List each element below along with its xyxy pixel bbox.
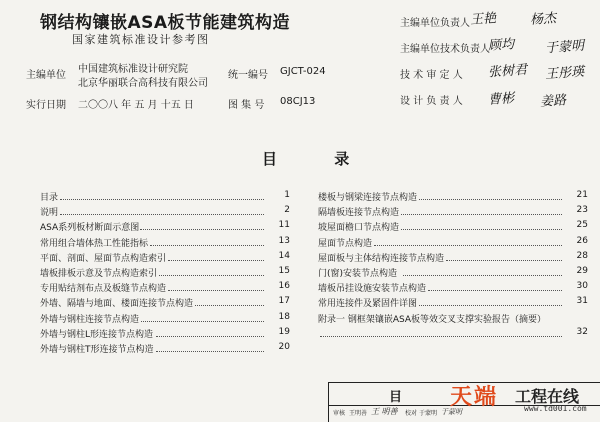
toc-entry (318, 281, 588, 294)
toc-leader-dots (156, 327, 265, 337)
chief-unit-label: 主编单位 (26, 70, 66, 81)
toc-leader-dots (419, 296, 562, 306)
toc-entry-page: 13 (278, 235, 290, 246)
toc-leader-dots (428, 281, 562, 291)
signature: 杨杰 (529, 11, 557, 28)
footer-cell: 于蒙明 (419, 410, 438, 417)
toc-entry (318, 296, 588, 309)
toc-entry-page: 28 (576, 250, 588, 261)
footer-signature: 王 明善 (371, 407, 398, 416)
toc-entry-label: 常用连接件及紧固件详图 (318, 299, 418, 310)
toc-entry (40, 327, 290, 340)
role-tech-reviewer: 技 术 审 定 人 (400, 70, 463, 81)
toc-entry-label: 坡屋面檐口节点构造 (318, 223, 400, 234)
toc-entry-page: 16 (278, 281, 290, 292)
toc-leader-dots (159, 266, 264, 276)
toc-entry-page: 20 (278, 342, 290, 352)
toc-entry-page: 21 (576, 190, 588, 200)
toc-entry-page: 32 (576, 326, 588, 337)
toc-entry-page: 31 (576, 296, 588, 307)
toc-leader-dots (195, 296, 264, 306)
toc-leader-dots (320, 327, 562, 337)
chief-unit-line1: 中国建筑标准设计研究院 (78, 64, 188, 75)
watermark-url: www.td001.com (524, 404, 587, 413)
toc-entry-page: 19 (278, 326, 290, 337)
toc-entry-page: 1 (284, 190, 290, 200)
toc-leader-dots (419, 190, 562, 200)
serial-label: 统一编号 (228, 70, 268, 81)
toc-entry-label: 专用贴结剂布点及板缝节点构造 (40, 284, 167, 295)
serial-value: GJCT-024 (280, 66, 326, 77)
watermark-logo-text: 天端 (450, 385, 499, 410)
watermark (430, 378, 600, 418)
toc-entry-label: 屋面节点构造 (318, 238, 373, 249)
document-subtitle: 国家建筑标准设计参考图 (72, 33, 210, 46)
toc-entry (318, 190, 588, 203)
toc-entry-label: 墙板排板示意及节点构造索引 (40, 269, 158, 279)
toc-entry (40, 281, 290, 294)
toc-entry (318, 220, 588, 233)
title-block-heading: 目 (389, 390, 403, 405)
toc-entry-page: 15 (278, 266, 290, 276)
toc-leader-dots (374, 236, 562, 246)
toc-entry (40, 266, 290, 279)
chief-unit-line2: 北京华丽联合高科技有限公司 (78, 78, 208, 89)
signature: 王艳 (469, 11, 497, 28)
toc-entry (40, 251, 290, 264)
toc-entry (40, 296, 290, 309)
toc-entry-page: 17 (278, 296, 290, 307)
role-design-responsible: 设 计 负 责 人 (400, 96, 463, 107)
toc-entry (40, 342, 290, 355)
toc-leader-dots (446, 251, 562, 261)
toc-leader-dots (60, 205, 264, 215)
role-chief-responsible: 主编单位负责人 (400, 18, 470, 29)
toc-entry-label: 外墙与钢柱连接节点构造 (40, 314, 140, 325)
toc-entry (40, 236, 290, 249)
toc-leader-dots (401, 205, 562, 215)
toc-entry (40, 312, 290, 325)
toc-entry (40, 190, 290, 203)
toc-entry (40, 220, 290, 233)
toc-leader-dots (141, 312, 264, 322)
date-label: 实行日期 (26, 100, 66, 111)
toc-entry-label: 墙板吊挂设施安装节点构造 (318, 284, 427, 295)
toc-entry (318, 266, 588, 279)
toc-entry-label: 附录一 钢框架镶嵌ASA板等效交叉支撑实验报告（摘要） (318, 314, 547, 325)
toc-entry (40, 205, 290, 218)
footer-signature: 于蒙明 (441, 408, 462, 416)
footer-cell: 王明善 (349, 410, 368, 417)
toc-entry (318, 236, 588, 249)
document-title: 钢结构镶嵌ASA板节能建筑构造 (40, 13, 291, 33)
toc-entry-page: 2 (284, 205, 290, 216)
toc-entry-label: 门(窗)安装节点构造 (318, 269, 398, 279)
toc-leader-dots (168, 251, 264, 261)
signature: 姜路 (539, 93, 567, 110)
toc-entry-label: 外墙与钢柱T形连接节点构造 (40, 345, 154, 355)
toc-entry-page: 30 (576, 281, 588, 292)
toc-leader-dots (403, 266, 562, 276)
toc-entry-page: 26 (576, 235, 588, 246)
toc-entry-page: 29 (576, 266, 588, 276)
toc-leader-dots (401, 220, 562, 230)
signature: 于蒙明 (544, 38, 585, 57)
toc-leader-dots (168, 281, 264, 291)
toc-entry (318, 327, 588, 340)
toc-entry (318, 251, 588, 264)
toc-entry-label: 屋面板与主体结构连接节点构造 (318, 253, 445, 264)
signature: 张树君 (487, 62, 528, 81)
footer-cell: 校对 (405, 410, 418, 417)
watermark-brand: 工程在线 (515, 387, 580, 406)
footer-cell: 审核 (333, 410, 346, 417)
toc-entry-page: 14 (278, 250, 290, 261)
toc-entry-label: 楼板与钢梁连接节点构造 (318, 193, 418, 203)
toc-entry-label: 外墙与钢柱L形连接节点构造 (40, 329, 154, 340)
toc-entry-label: 常用组合墙体热工性能指标 (40, 238, 149, 249)
signature: 顾均 (487, 37, 515, 54)
toc-entry-label: 目录 (40, 193, 59, 203)
toc-leader-dots (140, 220, 265, 230)
toc-leader-dots (60, 190, 264, 200)
toc-entry-page: 18 (278, 311, 290, 322)
toc-entry-page: 11 (278, 220, 290, 231)
date-value: 二〇〇八 年 五 月 十五 日 (78, 100, 194, 111)
atlas-value: 08CJ13 (280, 96, 316, 107)
toc-entry-label: 平面、剖面、屋面节点构造索引 (40, 253, 167, 264)
toc-entry-page: 25 (576, 220, 588, 231)
atlas-label: 图 集 号 (228, 100, 265, 111)
toc-leader-dots (156, 342, 265, 352)
role-tech-responsible: 主编单位技术负责人 (400, 44, 490, 55)
toc-entry (318, 205, 588, 218)
toc-entry (318, 312, 588, 325)
toc-entry-label: 说明 (40, 208, 59, 219)
toc-entry-label: 外墙、隔墙与地面、楼面连接节点构造 (40, 299, 194, 310)
toc-entry-label: 隔墙板连接节点构造 (318, 208, 400, 219)
signature: 王彤瑛 (544, 64, 585, 83)
toc-heading: 目 录 (262, 150, 376, 168)
toc-entry-label: ASA系列板材断面示意图 (40, 223, 140, 234)
toc-entry-page: 23 (576, 205, 588, 216)
toc-leader-dots (150, 236, 264, 246)
signature: 曹彬 (487, 91, 515, 108)
